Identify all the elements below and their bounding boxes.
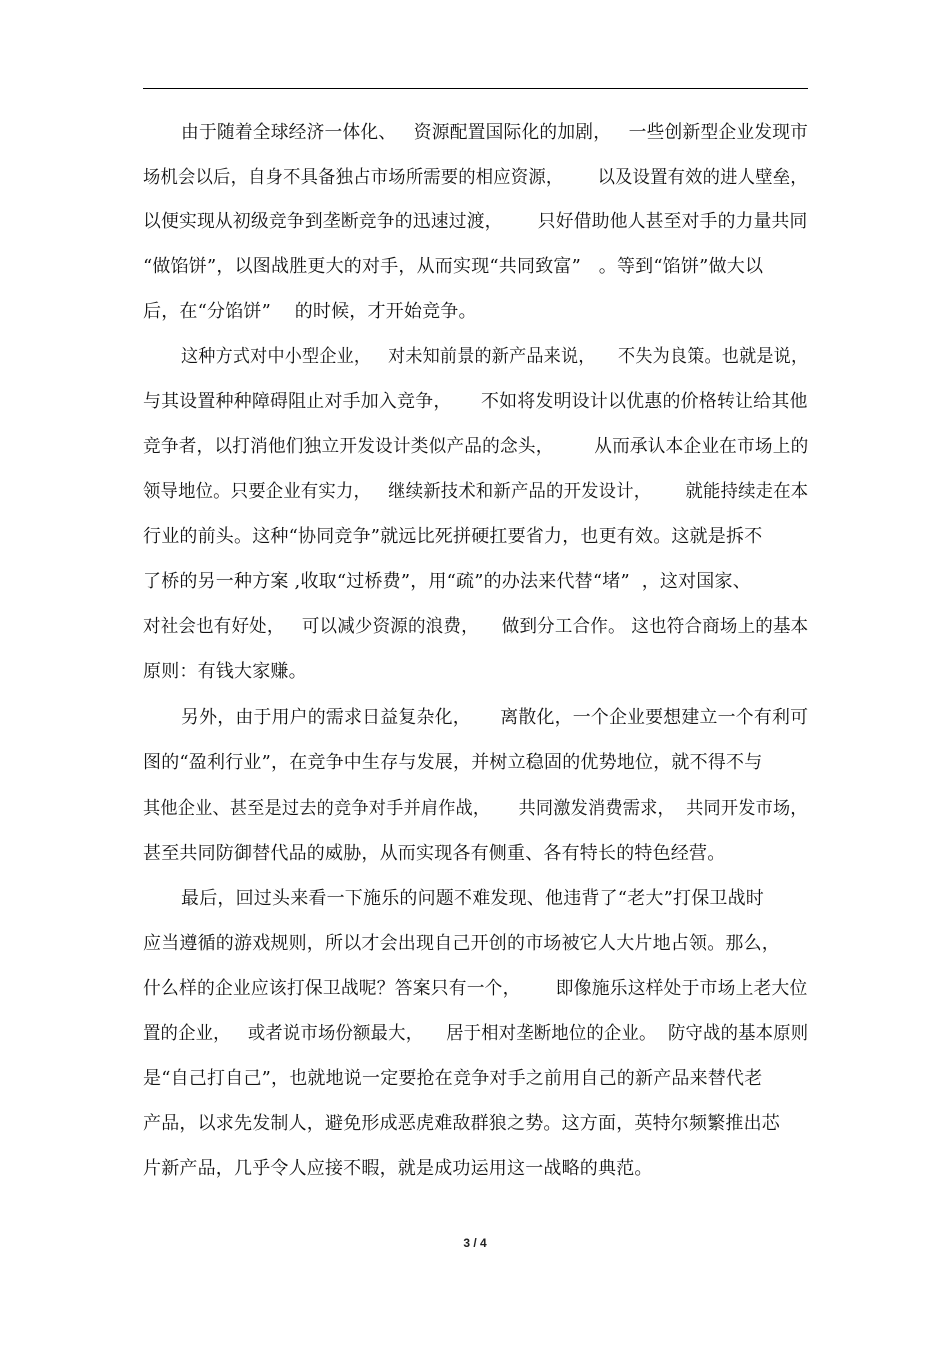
paragraph-4-line-4: 置的企业， 或者说市场份额最大， 居于相对垄断地位的企业。 防守战的基本原则: [143, 1023, 809, 1044]
paragraph-4-line-5: 是“自己打自己”，也就地说一定要抢在竞争对手之前用自己的新产品来替代老: [143, 1068, 763, 1089]
paragraph-1-line-3: 以便实现从初级竞争到垄断竞争的迅速过渡， 只好借助他人甚至对手的力量共同: [143, 211, 808, 232]
paragraph-2-line-1: 这种方式对中小型企业， 对未知前景的新产品来说， 不失为良策。也就是说，: [181, 346, 809, 367]
paragraph-2-line-7: 对社会也有好处， 可以减少资源的浪费， 做到分工合作。 这也符合商场上的基本: [143, 616, 809, 637]
paragraph-2-line-3: 竞争者，以打消他们独立开发设计类似产品的念头， 从而承认本企业在市场上的: [143, 436, 809, 457]
paragraph-2-line-4: 领导地位。只要企业有实力， 继续新技术和新产品的开发设计， 就能持续走在本: [143, 481, 809, 502]
paragraph-1-line-4: “做馅饼”，以图战胜更大的对手，从而实现“共同致富” 。等到“馅饼”做大以: [143, 256, 764, 277]
paragraph-3-line-2: 图的“盈利行业”，在竞争中生存与发展，并树立稳固的优势地位，就不得不与: [143, 752, 763, 773]
paragraph-2-line-8: 原则：有钱大家赚。: [143, 661, 307, 682]
paragraph-4-line-7: 片新产品，几乎令人应接不暇，就是成功运用这一战略的典范。: [143, 1158, 653, 1179]
paragraph-1-line-1: 由于随着全球经济一体化、 资源配置国际化的加剧， 一些创新型企业发现市: [181, 122, 809, 143]
paragraph-4-line-3: 什么样的企业应该打保卫战呢？答案只有一个， 即像施乐这样处于市场上老大位: [143, 978, 808, 999]
paragraph-4-line-6: 产品，以求先发制人，避免形成恶虎难敌群狼之势。这方面，英特尔频繁推出芯: [143, 1113, 780, 1134]
paragraph-3-line-3: 其他企业、甚至是过去的竞争对手并肩作战， 共同激发消费需求， 共同开发市场，: [143, 798, 808, 819]
page-number: 3 / 4: [463, 1236, 487, 1250]
paragraph-2-line-2: 与其设置种种障碍阻止对手加入竞争， 不如将发明设计以优惠的价格转让给其他: [143, 391, 808, 412]
paragraph-4-line-2: 应当遵循的游戏规则，所以才会出现自己开创的市场被它人大片地占领。那么，: [143, 933, 780, 954]
paragraph-2-line-5: 行业的前头。这种“协同竞争”就远比死拼硬扛要省力，也更有效。这就是拆不: [143, 526, 763, 547]
paragraph-1-line-5: 后，在“分馅饼” 的时候，才开始竞争。: [143, 301, 477, 322]
paragraph-1-line-2: 场机会以后，自身不具备独占市场所需要的相应资源， 以及设置有效的进人壁垒，: [143, 167, 808, 188]
paragraph-4-line-1: 最后，回过头来看一下施乐的问题不难发现、他违背了“老大”打保卫战时: [181, 888, 765, 909]
paragraph-2-line-6: 了桥的另一种方案 ,收取“过桥费”，用“疏”的办法来代替“堵” ，这对国家、: [143, 571, 751, 592]
paragraph-3-line-1: 另外，由于用户的需求日益复杂化， 离散化，一个企业要想建立一个有利可: [181, 707, 809, 728]
paragraph-3-line-4: 甚至共同防御替代品的威胁，从而实现各有侧重、各有特长的特色经营。: [143, 843, 726, 864]
